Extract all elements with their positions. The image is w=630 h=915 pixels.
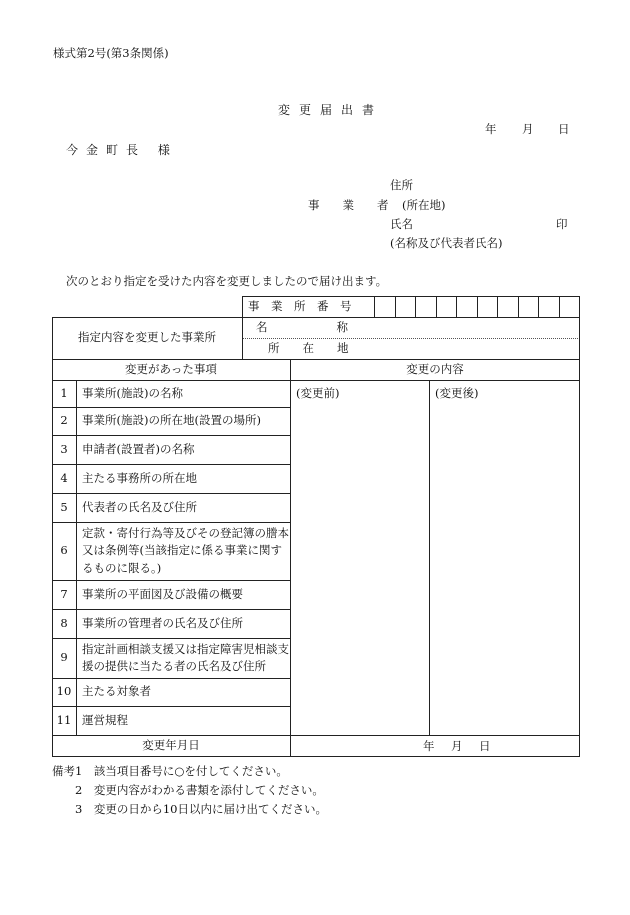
item-number: 7 xyxy=(60,586,68,601)
change-date-day: 日 xyxy=(479,739,491,753)
item-number: 5 xyxy=(60,499,68,514)
note-1: 備考1 該当項目番号に○を付してください。 xyxy=(52,764,288,778)
before-label: (変更前) xyxy=(296,386,340,400)
item-number: 3 xyxy=(60,441,68,456)
item-number: 2 xyxy=(60,413,68,428)
change-date-label: 変更年月日 xyxy=(142,737,200,752)
location-label: (所在地) xyxy=(402,198,446,212)
office-address-label: 所 在 地 xyxy=(268,340,349,355)
item-text: 事業所(施設)の名称 xyxy=(82,385,183,400)
item-text: 代表者の氏名及び住所 xyxy=(82,499,197,514)
item-number: 4 xyxy=(60,470,68,485)
change-date-year: 年 xyxy=(423,739,435,753)
office-section-label: 指定内容を変更した事業所 xyxy=(78,330,216,345)
item-text: 申請者(設置者)の名称 xyxy=(82,441,195,456)
address-label: 住所 xyxy=(390,178,413,192)
item-number: 11 xyxy=(56,712,72,727)
document-title: 変更届出書 xyxy=(278,103,384,117)
form-number: 様式第2号(第3条関係) xyxy=(53,46,169,60)
change-date-month: 月 xyxy=(451,739,463,753)
item-text: 事業所の平面図及び設備の概要 xyxy=(82,586,243,601)
change-notification-table xyxy=(52,296,580,757)
item-text: 事業所(施設)の所在地(設置の場所) xyxy=(82,413,261,428)
representative-note: (名称及び代表者氏名) xyxy=(390,236,503,250)
after-label: (変更後) xyxy=(435,386,479,400)
name-label: 氏名 xyxy=(390,217,413,231)
lead-text: 次のとおり指定を受けた内容を変更しましたので届け出ます。 xyxy=(66,274,388,288)
item-text: 定款・寄付行為等及びその登記簿の謄本又は条例等(当該指定に係る事業に関するものに限る。) xyxy=(82,526,289,575)
note-2: 2 変更内容がわかる書類を添付してください。 xyxy=(52,783,324,797)
item-number: 8 xyxy=(60,615,68,630)
item-number: 10 xyxy=(56,684,72,699)
change-content-header: 変更の内容 xyxy=(406,361,464,376)
item-text: 主たる事務所の所在地 xyxy=(82,470,197,485)
day-label: 日 xyxy=(558,122,570,136)
addressee: 今金町長 様 xyxy=(66,143,178,157)
changed-items-header: 変更があった事項 xyxy=(125,361,217,376)
item-text: 運営規程 xyxy=(82,712,128,727)
note-3: 3 変更の日から10日以内に届け出てください。 xyxy=(52,802,327,816)
office-name-label: 名 称 xyxy=(256,319,348,334)
item-text: 事業所の管理者の氏名及び住所 xyxy=(82,615,243,630)
item-number: 9 xyxy=(60,650,68,665)
applicant-block xyxy=(0,0,630,260)
item-number: 1 xyxy=(60,385,68,400)
item-text: 主たる対象者 xyxy=(82,684,151,699)
year-label: 年 xyxy=(485,122,497,136)
seal-mark: 印 xyxy=(556,217,568,231)
item-number: 6 xyxy=(60,543,68,558)
item-text: 指定計画相談支援又は指定障害児相談支援の提供に当たる者の氏名及び住所 xyxy=(82,641,289,673)
notes xyxy=(52,766,327,823)
office-number-label: 事 業 所 番 号 xyxy=(248,298,352,313)
business-label: 事 業 者 xyxy=(308,198,389,212)
month-label: 月 xyxy=(522,122,534,136)
